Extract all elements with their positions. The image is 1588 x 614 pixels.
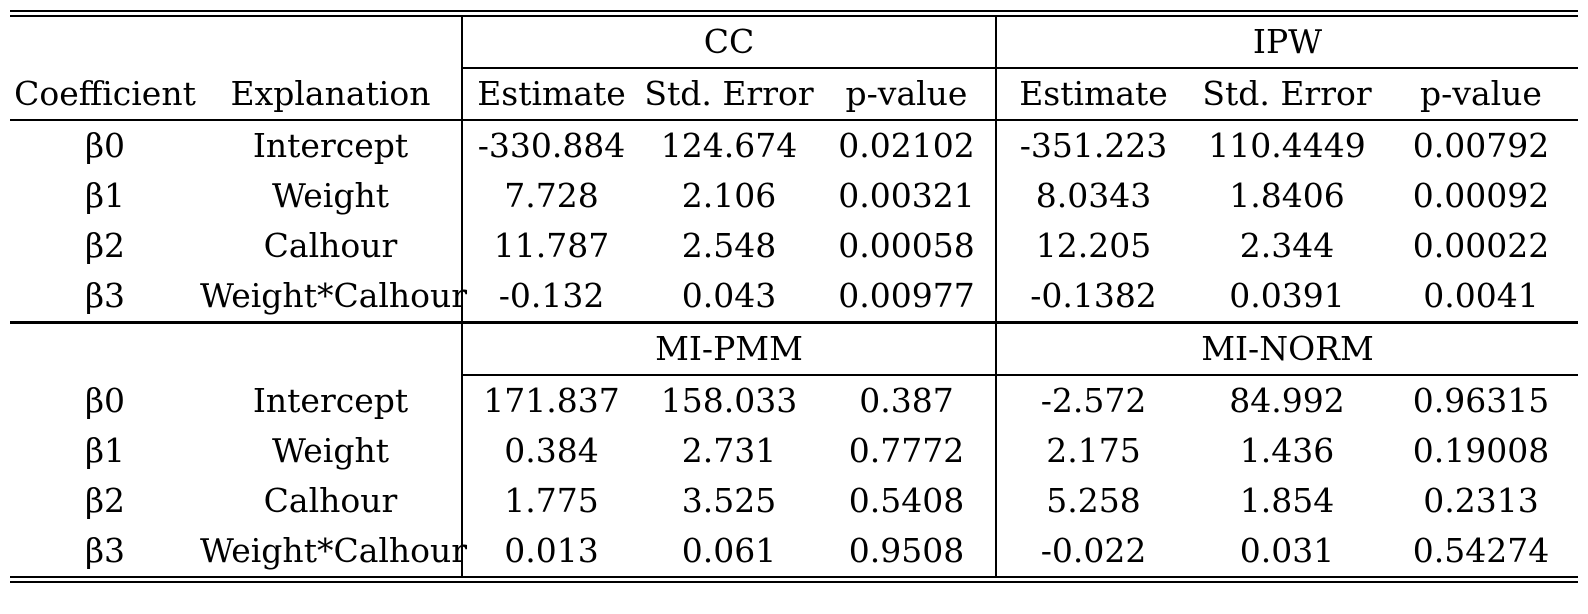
group-header-mi-pmm: MI-PMM bbox=[462, 323, 996, 376]
ipw-p-value-cell: 0.0041 bbox=[1423, 276, 1539, 315]
explanation-cell: Intercept bbox=[252, 380, 409, 420]
cc-p-value-cell: 0.00977 bbox=[838, 276, 975, 315]
cc-std-error-cell: 2.106 bbox=[681, 176, 777, 215]
group-header-mi-norm: MI-NORM bbox=[996, 323, 1578, 376]
regression-results-table-container bbox=[10, 10, 1578, 583]
column-header-coefficient: Coefficient bbox=[10, 68, 200, 120]
mi-pmm-std-error-cell: 158.033 bbox=[660, 381, 798, 420]
mi-norm-std-error-cell: 1.854 bbox=[1239, 481, 1335, 520]
explanation-cell: Intercept bbox=[252, 126, 409, 165]
mi-pmm-estimate-cell: 0.384 bbox=[462, 426, 640, 476]
ipw-p-value-cell: 0.00092 bbox=[1412, 176, 1550, 215]
explanation-cell: Calhour bbox=[263, 226, 398, 265]
ipw-estimate-cell: -351.223 bbox=[996, 120, 1190, 171]
cc-p-value-cell: 0.00058 bbox=[838, 226, 975, 265]
explanation-cell: Weight*Calhour bbox=[200, 276, 468, 315]
group-header-ipw: IPW bbox=[996, 14, 1578, 69]
cc-p-value-cell: 0.02102 bbox=[838, 126, 975, 165]
table-row bbox=[10, 375, 1578, 426]
mi-pmm-p-value-cell: 0.7772 bbox=[848, 431, 965, 470]
mi-norm-p-value-cell: 0.54274 bbox=[1412, 531, 1550, 570]
group-header-cc: CC bbox=[462, 14, 996, 69]
mi-norm-p-value-cell: 0.2313 bbox=[1423, 481, 1539, 520]
mi-norm-estimate-cell: 2.175 bbox=[996, 426, 1190, 476]
cc-estimate-cell: -0.132 bbox=[462, 271, 640, 323]
cc-p-value-cell: 0.00321 bbox=[838, 176, 975, 215]
table-row bbox=[10, 271, 1578, 323]
mi-pmm-estimate-cell: 0.013 bbox=[462, 526, 640, 580]
ipw-estimate-cell: 12.205 bbox=[996, 221, 1190, 271]
explanation-cell: Weight bbox=[272, 431, 389, 470]
coefficient-cell: β1 bbox=[84, 176, 126, 215]
table-row bbox=[10, 171, 1578, 221]
explanation-cell: Weight*Calhour bbox=[200, 531, 468, 570]
explanation-cell: Weight bbox=[272, 176, 389, 215]
coefficient-cell: β0 bbox=[84, 126, 126, 165]
column-header-row bbox=[10, 68, 1578, 120]
ipw-std-error-cell: 2.344 bbox=[1239, 226, 1335, 265]
coefficient-cell: β3 bbox=[84, 531, 126, 570]
coefficient-cell: β2 bbox=[84, 226, 126, 265]
group-header-row-top bbox=[10, 14, 1578, 69]
column-header-explanation: Explanation bbox=[200, 68, 462, 120]
mi-pmm-std-error-cell: 0.061 bbox=[681, 531, 777, 570]
table-row bbox=[10, 426, 1578, 476]
coefficient-cell: β3 bbox=[84, 276, 126, 315]
cc-std-error-cell: 2.548 bbox=[681, 226, 777, 265]
table-row bbox=[10, 120, 1578, 171]
ipw-estimate-cell: -0.1382 bbox=[996, 271, 1190, 323]
cc-std-error-cell: 0.043 bbox=[681, 276, 777, 315]
column-header-cc-estimate: Estimate bbox=[462, 68, 640, 120]
mi-pmm-std-error-cell: 3.525 bbox=[681, 481, 777, 520]
cc-estimate-cell: -330.884 bbox=[462, 120, 640, 171]
ipw-p-value-cell: 0.00022 bbox=[1412, 226, 1550, 265]
mi-norm-p-value-cell: 0.96315 bbox=[1412, 381, 1550, 420]
mi-norm-estimate-cell: -0.022 bbox=[996, 526, 1190, 580]
ipw-std-error-cell: 1.8406 bbox=[1229, 176, 1345, 215]
ipw-std-error-cell: 0.0391 bbox=[1229, 276, 1345, 315]
mi-norm-p-value-cell: 0.19008 bbox=[1412, 431, 1550, 470]
mi-pmm-std-error-cell: 2.731 bbox=[681, 431, 777, 470]
ipw-p-value-cell: 0.00792 bbox=[1412, 126, 1550, 165]
coefficient-cell: β0 bbox=[84, 380, 126, 420]
column-header-cc-p-value: p-value bbox=[818, 68, 996, 120]
ipw-estimate-cell: 8.0343 bbox=[996, 171, 1190, 221]
mi-pmm-p-value-cell: 0.387 bbox=[859, 381, 954, 420]
regression-results-table bbox=[10, 10, 1578, 583]
mi-pmm-estimate-cell: 171.837 bbox=[462, 375, 640, 426]
mi-pmm-p-value-cell: 0.5408 bbox=[848, 481, 965, 520]
table-row bbox=[10, 476, 1578, 526]
mi-norm-estimate-cell: -2.572 bbox=[996, 375, 1190, 426]
cc-std-error-cell: 124.674 bbox=[660, 126, 798, 165]
cc-estimate-cell: 7.728 bbox=[462, 171, 640, 221]
coefficient-cell: β1 bbox=[84, 431, 126, 470]
ipw-std-error-cell: 110.4449 bbox=[1208, 126, 1366, 165]
mi-norm-std-error-cell: 0.031 bbox=[1239, 531, 1335, 570]
cc-estimate-cell: 11.787 bbox=[462, 221, 640, 271]
column-header-ipw-std-error: Std. Error bbox=[1190, 68, 1384, 120]
column-header-ipw-p-value: p-value bbox=[1384, 68, 1578, 120]
explanation-cell: Calhour bbox=[263, 481, 398, 520]
mi-norm-std-error-cell: 84.992 bbox=[1229, 381, 1345, 420]
group-header-row-bottom bbox=[10, 323, 1578, 376]
column-header-ipw-estimate: Estimate bbox=[996, 68, 1190, 120]
mi-norm-std-error-cell: 1.436 bbox=[1239, 431, 1335, 470]
mi-norm-estimate-cell: 5.258 bbox=[996, 476, 1190, 526]
mi-pmm-estimate-cell: 1.775 bbox=[462, 476, 640, 526]
column-header-cc-std-error: Std. Error bbox=[640, 68, 818, 120]
mi-pmm-p-value-cell: 0.9508 bbox=[848, 531, 965, 570]
coefficient-cell: β2 bbox=[84, 481, 126, 520]
table-row bbox=[10, 221, 1578, 271]
table-row bbox=[10, 526, 1578, 580]
